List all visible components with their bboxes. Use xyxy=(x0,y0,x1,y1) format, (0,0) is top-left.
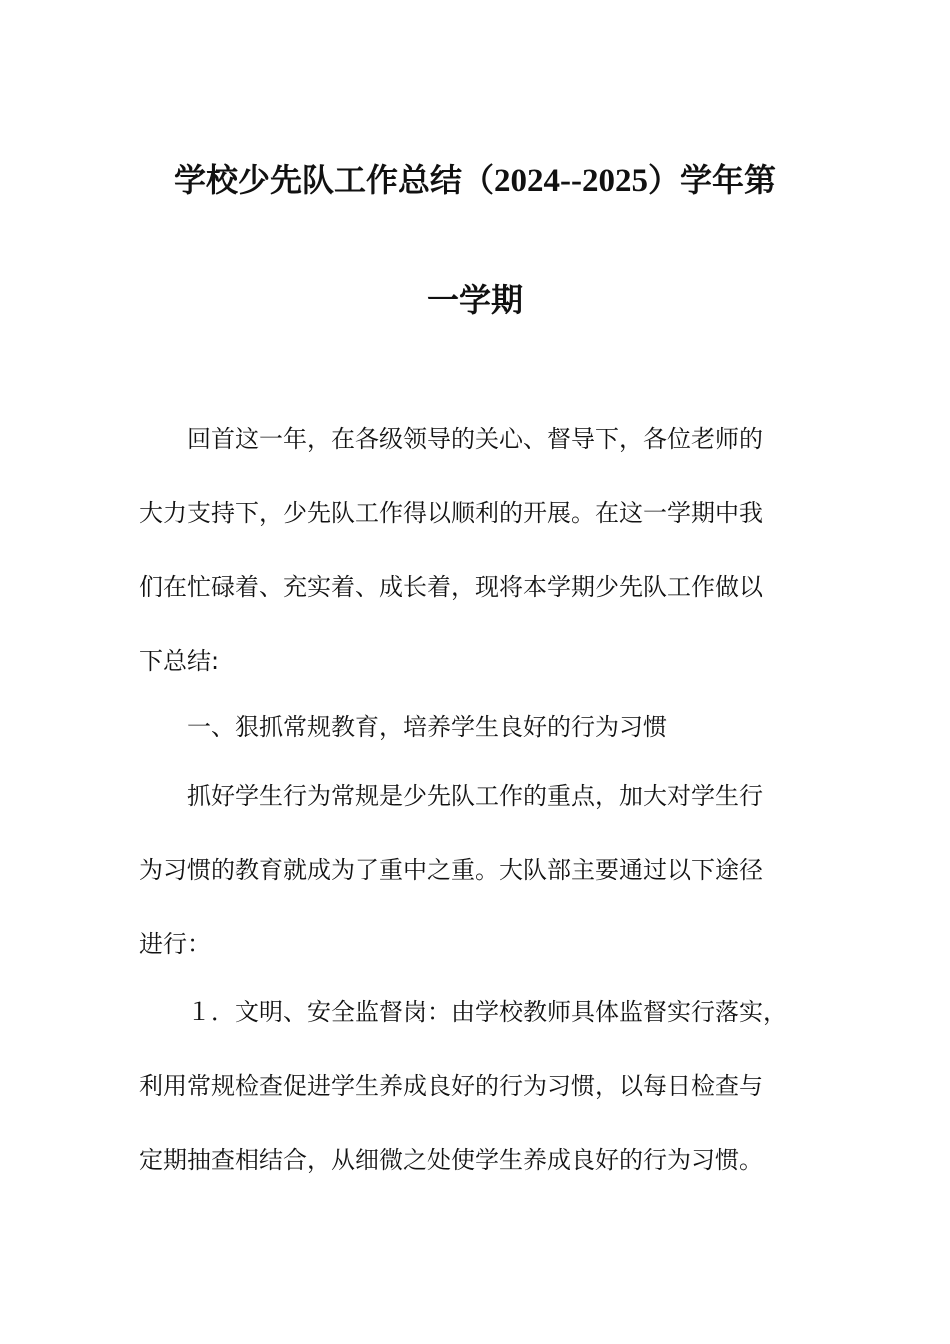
body-line-9: 利用常规检查促进学生养成良好的行为习惯，以每日检查与 xyxy=(139,1072,763,1100)
body-line-7: 进行： xyxy=(139,930,211,958)
section-heading-1: 一、狠抓常规教育，培养学生良好的行为习惯 xyxy=(139,713,667,741)
body-line-4: 下总结: xyxy=(139,647,220,675)
body-line-2: 大力支持下，少先队工作得以顺利的开展。在这一学期中我 xyxy=(139,499,763,527)
document-title-line-1 xyxy=(0,160,950,201)
title-part-1: 学校少先队工作总结（ xyxy=(173,161,494,199)
body-line-8: １．文明、安全监督岗：由学校教师具体监督实行落实， xyxy=(139,998,787,1026)
title-years: 2024--2025 xyxy=(494,163,648,199)
body-line-10: 定期抽查相结合，从细微之处使学生养成良好的行为习惯。 xyxy=(139,1146,763,1174)
body-line-5: 抓好学生行为常规是少先队工作的重点，加大对学生行 xyxy=(139,782,763,810)
body-line-1: 回首这一年，在各级领导的关心、督导下，各位老师的 xyxy=(139,425,763,453)
body-line-3: 们在忙碌着、充实着、成长着，现将本学期少先队工作做以 xyxy=(139,573,763,601)
body-line-6: 为习惯的教育就成为了重中之重。大队部主要通过以下途径 xyxy=(139,856,763,884)
title-part-2: ）学年第 xyxy=(647,161,776,199)
document-title-line-2: 一学期 xyxy=(426,281,523,319)
